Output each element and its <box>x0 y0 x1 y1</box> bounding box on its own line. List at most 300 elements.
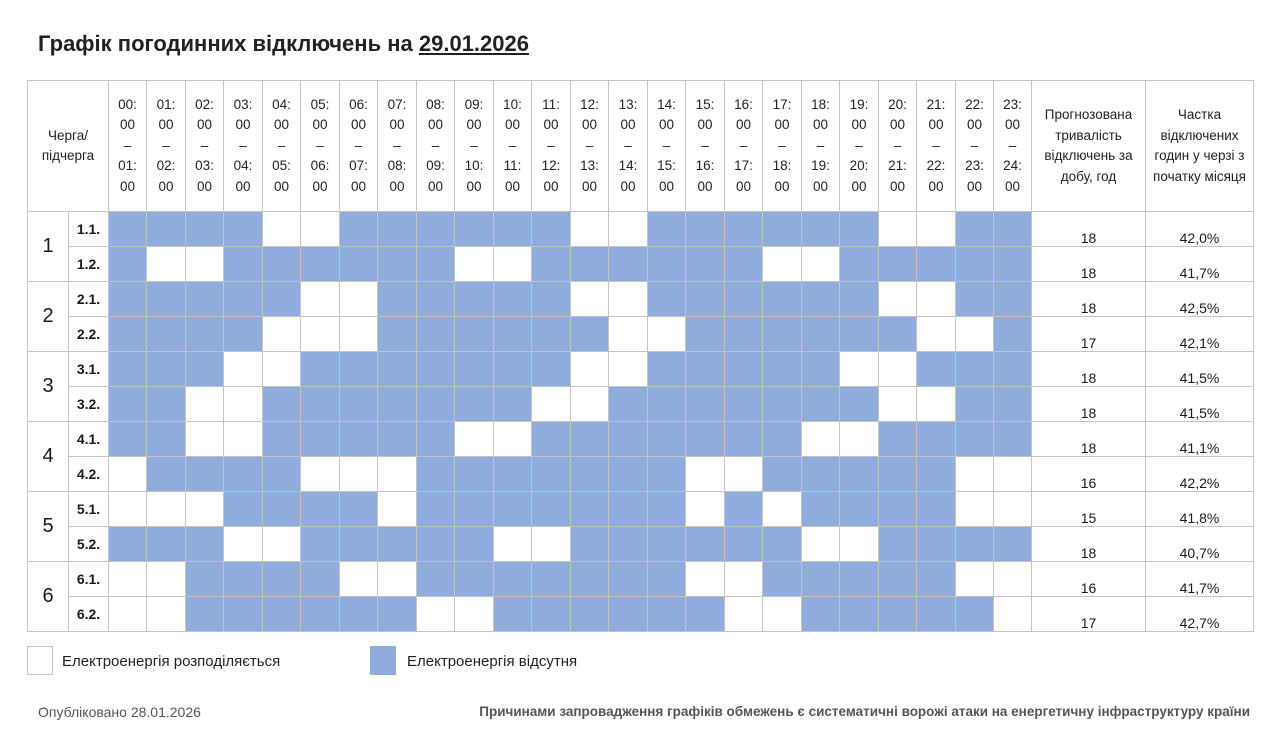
slot-power-on <box>494 422 532 457</box>
hour-end-h: 12: <box>541 158 561 174</box>
slot-power-off <box>378 212 417 247</box>
hour-start-h: 09: <box>464 96 484 112</box>
slot-power-on <box>609 317 648 352</box>
slot-power-on <box>802 422 840 457</box>
hour-header <box>494 81 532 212</box>
slot-power-on <box>686 562 725 597</box>
hour-header <box>879 81 917 212</box>
hour-end-m: 00 <box>1004 178 1021 194</box>
slot-power-off <box>648 597 686 632</box>
queue-row <box>28 387 1254 422</box>
duration-header: Прогнозована тривалість відключень за добу, год <box>1032 81 1146 212</box>
slot-power-on <box>301 282 340 317</box>
hour-start-h: 19: <box>849 96 869 112</box>
slot-power-on <box>186 422 224 457</box>
legend-swatch-power-off <box>370 646 396 675</box>
hour-dash: – <box>123 137 132 153</box>
slot-power-off <box>994 422 1032 457</box>
duration-value: 18 <box>1032 212 1146 247</box>
slot-power-off <box>417 562 455 597</box>
slot-power-off <box>802 492 840 527</box>
duration-value: 16 <box>1032 457 1146 492</box>
hour-start-m: 00 <box>697 117 713 133</box>
subqueue-label: 4.2. <box>69 457 109 492</box>
slot-power-off <box>879 492 917 527</box>
subqueue-label: 6.2. <box>69 597 109 632</box>
hour-end-m: 00 <box>273 178 290 194</box>
slot-power-off <box>378 247 417 282</box>
hour-dash: – <box>1008 137 1017 153</box>
subqueue-label: 5.2. <box>69 527 109 562</box>
slot-power-off <box>301 492 340 527</box>
hour-header <box>956 81 994 212</box>
slot-power-on <box>763 247 802 282</box>
slot-power-on <box>109 597 147 632</box>
slot-power-off <box>186 352 224 387</box>
slot-power-off <box>686 527 725 562</box>
hour-end-h: 16: <box>695 158 715 174</box>
slot-power-off <box>917 247 956 282</box>
hour-end-h: 24: <box>1003 158 1022 174</box>
hour-end-m: 00 <box>466 178 482 194</box>
hour-start-h: 13: <box>618 96 638 112</box>
slot-power-off <box>648 282 686 317</box>
hour-dash: – <box>624 137 632 153</box>
hour-start-h: 03: <box>233 96 253 112</box>
slot-power-off <box>263 282 301 317</box>
slot-power-off <box>686 597 725 632</box>
share-value: 42,2% <box>1146 457 1254 492</box>
queue-header: Черга/ підчерга <box>28 81 109 212</box>
hour-header <box>301 81 340 212</box>
slot-power-off <box>840 212 879 247</box>
hour-start-h: 04: <box>272 96 291 112</box>
slot-power-on <box>879 212 917 247</box>
slot-power-off <box>648 352 686 387</box>
slot-power-off <box>571 527 609 562</box>
slot-power-off <box>224 282 263 317</box>
hour-dash: – <box>508 137 517 153</box>
slot-power-on <box>301 457 340 492</box>
slot-power-off <box>609 562 648 597</box>
slot-power-on <box>455 422 494 457</box>
slot-power-off <box>494 352 532 387</box>
hour-dash: – <box>970 137 979 153</box>
hour-dash: – <box>200 137 209 153</box>
hour-start-m: 00 <box>735 117 752 133</box>
queue-row <box>28 247 1254 282</box>
hour-start-m: 00 <box>966 117 983 133</box>
hour-dash: – <box>932 137 940 153</box>
hour-start-m: 00 <box>427 117 444 133</box>
subqueue-label: 3.1. <box>69 352 109 387</box>
slot-power-off <box>917 597 956 632</box>
slot-power-off <box>917 562 956 597</box>
slot-power-off <box>725 387 763 422</box>
slot-power-off <box>224 457 263 492</box>
hour-end-h: 09: <box>426 158 445 174</box>
slot-power-off <box>186 457 224 492</box>
hour-header <box>263 81 301 212</box>
slot-power-off <box>263 597 301 632</box>
slot-power-off <box>147 457 186 492</box>
slot-power-on <box>956 562 994 597</box>
hour-header <box>417 81 455 212</box>
slot-power-on <box>224 422 263 457</box>
hour-dash: – <box>662 137 671 153</box>
slot-power-off <box>224 317 263 352</box>
slot-power-off <box>417 282 455 317</box>
slot-power-off <box>378 317 417 352</box>
share-value: 42,5% <box>1146 282 1254 317</box>
share-header: Частка відключених годин у черзі з початку місяця <box>1146 81 1254 212</box>
slot-power-on <box>147 597 186 632</box>
slot-power-off <box>609 387 648 422</box>
slot-power-off <box>378 352 417 387</box>
share-value: 41,5% <box>1146 352 1254 387</box>
slot-power-on <box>224 527 263 562</box>
hour-header <box>186 81 224 212</box>
hour-header <box>802 81 840 212</box>
slot-power-off <box>802 282 840 317</box>
hour-end-m: 00 <box>389 178 405 194</box>
hour-dash: – <box>162 137 170 153</box>
hour-end-m: 00 <box>119 178 136 194</box>
slot-power-off <box>109 387 147 422</box>
slot-power-off <box>224 562 263 597</box>
slot-power-off <box>417 527 455 562</box>
hour-header <box>224 81 263 212</box>
slot-power-off <box>763 317 802 352</box>
slot-power-on <box>417 597 455 632</box>
duration-value: 18 <box>1032 247 1146 282</box>
slot-power-off <box>802 387 840 422</box>
hour-end-m: 00 <box>774 178 790 194</box>
slot-power-off <box>725 352 763 387</box>
slot-power-off <box>840 247 879 282</box>
slot-power-off <box>301 422 340 457</box>
slot-power-off <box>686 422 725 457</box>
slot-power-off <box>109 422 147 457</box>
hour-start-m: 00 <box>1004 117 1021 133</box>
hour-dash: – <box>701 137 709 153</box>
slot-power-off <box>725 212 763 247</box>
share-value: 41,5% <box>1146 387 1254 422</box>
slot-power-on <box>840 422 879 457</box>
hour-header <box>994 81 1032 212</box>
slot-power-on <box>763 597 802 632</box>
hour-end-m: 00 <box>196 178 213 194</box>
hour-header <box>725 81 763 212</box>
hour-header <box>917 81 956 212</box>
slot-power-on <box>378 457 417 492</box>
slot-power-off <box>648 212 686 247</box>
slot-power-off <box>109 212 147 247</box>
hour-end-m: 00 <box>966 178 983 194</box>
slot-power-off <box>301 597 340 632</box>
slot-power-off <box>994 247 1032 282</box>
hour-dash: – <box>855 137 863 153</box>
slot-power-off <box>301 352 340 387</box>
slot-power-off <box>532 562 571 597</box>
hour-start-h: 07: <box>387 96 407 112</box>
hour-dash: – <box>547 137 555 153</box>
slot-power-on <box>301 212 340 247</box>
slot-power-on <box>532 387 571 422</box>
slot-power-off <box>417 457 455 492</box>
slot-power-on <box>994 562 1032 597</box>
slot-power-off <box>301 387 340 422</box>
hour-dash: – <box>470 137 478 153</box>
slot-power-off <box>147 352 186 387</box>
hour-dash: – <box>354 137 363 153</box>
slot-power-off <box>263 422 301 457</box>
slot-power-on <box>571 352 609 387</box>
hour-start-h: 08: <box>426 96 445 112</box>
slot-power-off <box>571 492 609 527</box>
slot-power-off <box>340 492 378 527</box>
slot-power-off <box>609 457 648 492</box>
slot-power-on <box>147 247 186 282</box>
hour-start-h: 02: <box>195 96 214 112</box>
queue-row <box>28 317 1254 352</box>
page-title <box>38 31 529 57</box>
slot-power-on <box>571 387 609 422</box>
slot-power-off <box>455 282 494 317</box>
slot-power-off <box>417 352 455 387</box>
hour-end-h: 23: <box>965 158 984 174</box>
hour-header <box>340 81 378 212</box>
slot-power-off <box>109 282 147 317</box>
hour-end-m: 00 <box>427 178 444 194</box>
slot-power-off <box>879 597 917 632</box>
slot-power-off <box>609 492 648 527</box>
slot-power-off <box>763 212 802 247</box>
hour-start-m: 00 <box>620 117 636 133</box>
slot-power-off <box>648 422 686 457</box>
slot-power-off <box>725 492 763 527</box>
share-value: 40,7% <box>1146 527 1254 562</box>
subqueue-label: 1.1. <box>69 212 109 247</box>
slot-power-off <box>994 317 1032 352</box>
slot-power-off <box>956 212 994 247</box>
slot-power-on <box>879 387 917 422</box>
hour-end-m: 00 <box>158 178 174 194</box>
slot-power-off <box>378 282 417 317</box>
slot-power-off <box>917 352 956 387</box>
hour-start-h: 16: <box>734 96 753 112</box>
slot-power-on <box>340 317 378 352</box>
slot-power-on <box>686 492 725 527</box>
slot-power-off <box>532 492 571 527</box>
slot-power-off <box>956 597 994 632</box>
hour-start-h: 22: <box>965 96 984 112</box>
duration-value: 18 <box>1032 527 1146 562</box>
slot-power-off <box>109 352 147 387</box>
slot-power-off <box>802 352 840 387</box>
slot-power-off <box>532 457 571 492</box>
hour-start-h: 17: <box>772 96 792 112</box>
hour-header <box>840 81 879 212</box>
duration-value: 18 <box>1032 282 1146 317</box>
slot-power-on <box>263 352 301 387</box>
hour-header <box>763 81 802 212</box>
hour-start-h: 11: <box>542 96 560 112</box>
hour-start-h: 21: <box>926 96 946 112</box>
slot-power-off <box>455 212 494 247</box>
hour-end-m: 00 <box>889 178 906 194</box>
hour-start-m: 00 <box>466 117 482 133</box>
hour-start-h: 14: <box>657 96 676 112</box>
queue-group-label: 4 <box>28 422 69 492</box>
hour-end-m: 00 <box>504 178 521 194</box>
slot-power-off <box>956 422 994 457</box>
slot-power-off <box>340 387 378 422</box>
queue-row <box>28 282 1254 317</box>
slot-power-on <box>879 352 917 387</box>
queue-group-label: 3 <box>28 352 69 422</box>
slot-power-off <box>686 247 725 282</box>
slot-power-on <box>725 457 763 492</box>
slot-power-off <box>378 527 417 562</box>
hour-end-h: 19: <box>811 158 830 174</box>
slot-power-off <box>532 352 571 387</box>
queue-group-label: 6 <box>28 562 69 632</box>
slot-power-off <box>956 387 994 422</box>
slot-power-off <box>532 282 571 317</box>
hour-end-m: 00 <box>851 178 867 194</box>
slot-power-off <box>417 212 455 247</box>
hour-end-m: 00 <box>812 178 829 194</box>
slot-power-on <box>494 247 532 282</box>
hour-end-m: 00 <box>350 178 367 194</box>
duration-value: 16 <box>1032 562 1146 597</box>
hour-start-h: 23: <box>1003 96 1022 112</box>
queue-row <box>28 527 1254 562</box>
hour-start-m: 00 <box>119 117 136 133</box>
slot-power-off <box>417 247 455 282</box>
slot-power-off <box>301 247 340 282</box>
slot-power-off <box>725 527 763 562</box>
hour-end-m: 00 <box>928 178 944 194</box>
slot-power-off <box>532 597 571 632</box>
slot-power-off <box>571 562 609 597</box>
slot-power-off <box>571 597 609 632</box>
hour-end-h: 07: <box>349 158 368 174</box>
hour-start-h: 20: <box>888 96 907 112</box>
hour-end-h: 22: <box>926 158 946 174</box>
slot-power-off <box>494 597 532 632</box>
slot-power-off <box>109 527 147 562</box>
hour-start-h: 00: <box>118 96 137 112</box>
hour-dash: – <box>585 137 594 153</box>
slot-power-off <box>186 597 224 632</box>
slot-power-off <box>802 212 840 247</box>
subqueue-label: 4.1. <box>69 422 109 457</box>
slot-power-off <box>879 457 917 492</box>
slot-power-off <box>763 527 802 562</box>
hour-header <box>686 81 725 212</box>
slot-power-off <box>763 387 802 422</box>
slot-power-on <box>186 247 224 282</box>
slot-power-off <box>994 387 1032 422</box>
hour-start-m: 00 <box>851 117 867 133</box>
slot-power-off <box>879 247 917 282</box>
slot-power-off <box>840 387 879 422</box>
slot-power-off <box>686 282 725 317</box>
slot-power-off <box>340 212 378 247</box>
slot-power-off <box>840 282 879 317</box>
slot-power-on <box>609 282 648 317</box>
slot-power-on <box>186 492 224 527</box>
hour-end-m: 00 <box>620 178 636 194</box>
slot-power-on <box>802 527 840 562</box>
duration-value: 18 <box>1032 422 1146 457</box>
slot-power-on <box>994 457 1032 492</box>
slot-power-on <box>109 492 147 527</box>
slot-power-on <box>340 457 378 492</box>
slot-power-off <box>571 457 609 492</box>
hour-end-m: 00 <box>543 178 559 194</box>
slot-power-off <box>956 352 994 387</box>
title-prefix: Графік погодинних відключень на <box>38 31 413 56</box>
slot-power-off <box>417 492 455 527</box>
slot-power-off <box>263 492 301 527</box>
hour-header <box>378 81 417 212</box>
slot-power-off <box>840 492 879 527</box>
hour-start-m: 00 <box>812 117 829 133</box>
slot-power-off <box>725 247 763 282</box>
hour-start-m: 00 <box>273 117 290 133</box>
hour-end-h: 11: <box>503 158 522 174</box>
hour-start-h: 15: <box>695 96 715 112</box>
slot-power-off <box>147 317 186 352</box>
slot-power-on <box>109 457 147 492</box>
hour-end-h: 14: <box>618 158 638 174</box>
hour-start-m: 00 <box>235 117 251 133</box>
slot-power-on <box>224 352 263 387</box>
slot-power-off <box>224 492 263 527</box>
hour-dash: – <box>816 137 825 153</box>
slot-power-off <box>956 247 994 282</box>
slot-power-off <box>840 317 879 352</box>
slot-power-off <box>994 352 1032 387</box>
hour-end-m: 00 <box>235 178 251 194</box>
slot-power-on <box>725 597 763 632</box>
hour-start-h: 06: <box>349 96 368 112</box>
hour-dash: – <box>277 137 286 153</box>
slot-power-off <box>532 212 571 247</box>
slot-power-off <box>455 317 494 352</box>
slot-power-on <box>147 562 186 597</box>
legend-label-power-on: Електроенергія розподіляється <box>62 653 281 670</box>
slot-power-on <box>301 317 340 352</box>
slot-power-on <box>802 247 840 282</box>
subqueue-label: 3.2. <box>69 387 109 422</box>
hour-dash: – <box>316 137 324 153</box>
slot-power-off <box>763 282 802 317</box>
slot-power-off <box>263 387 301 422</box>
slot-power-off <box>686 387 725 422</box>
slot-power-off <box>186 562 224 597</box>
hour-end-h: 03: <box>195 158 214 174</box>
slot-power-off <box>417 317 455 352</box>
hour-dash: – <box>739 137 748 153</box>
slot-power-off <box>147 527 186 562</box>
hour-dash: – <box>239 137 247 153</box>
slot-power-on <box>571 212 609 247</box>
hour-start-h: 12: <box>580 96 599 112</box>
